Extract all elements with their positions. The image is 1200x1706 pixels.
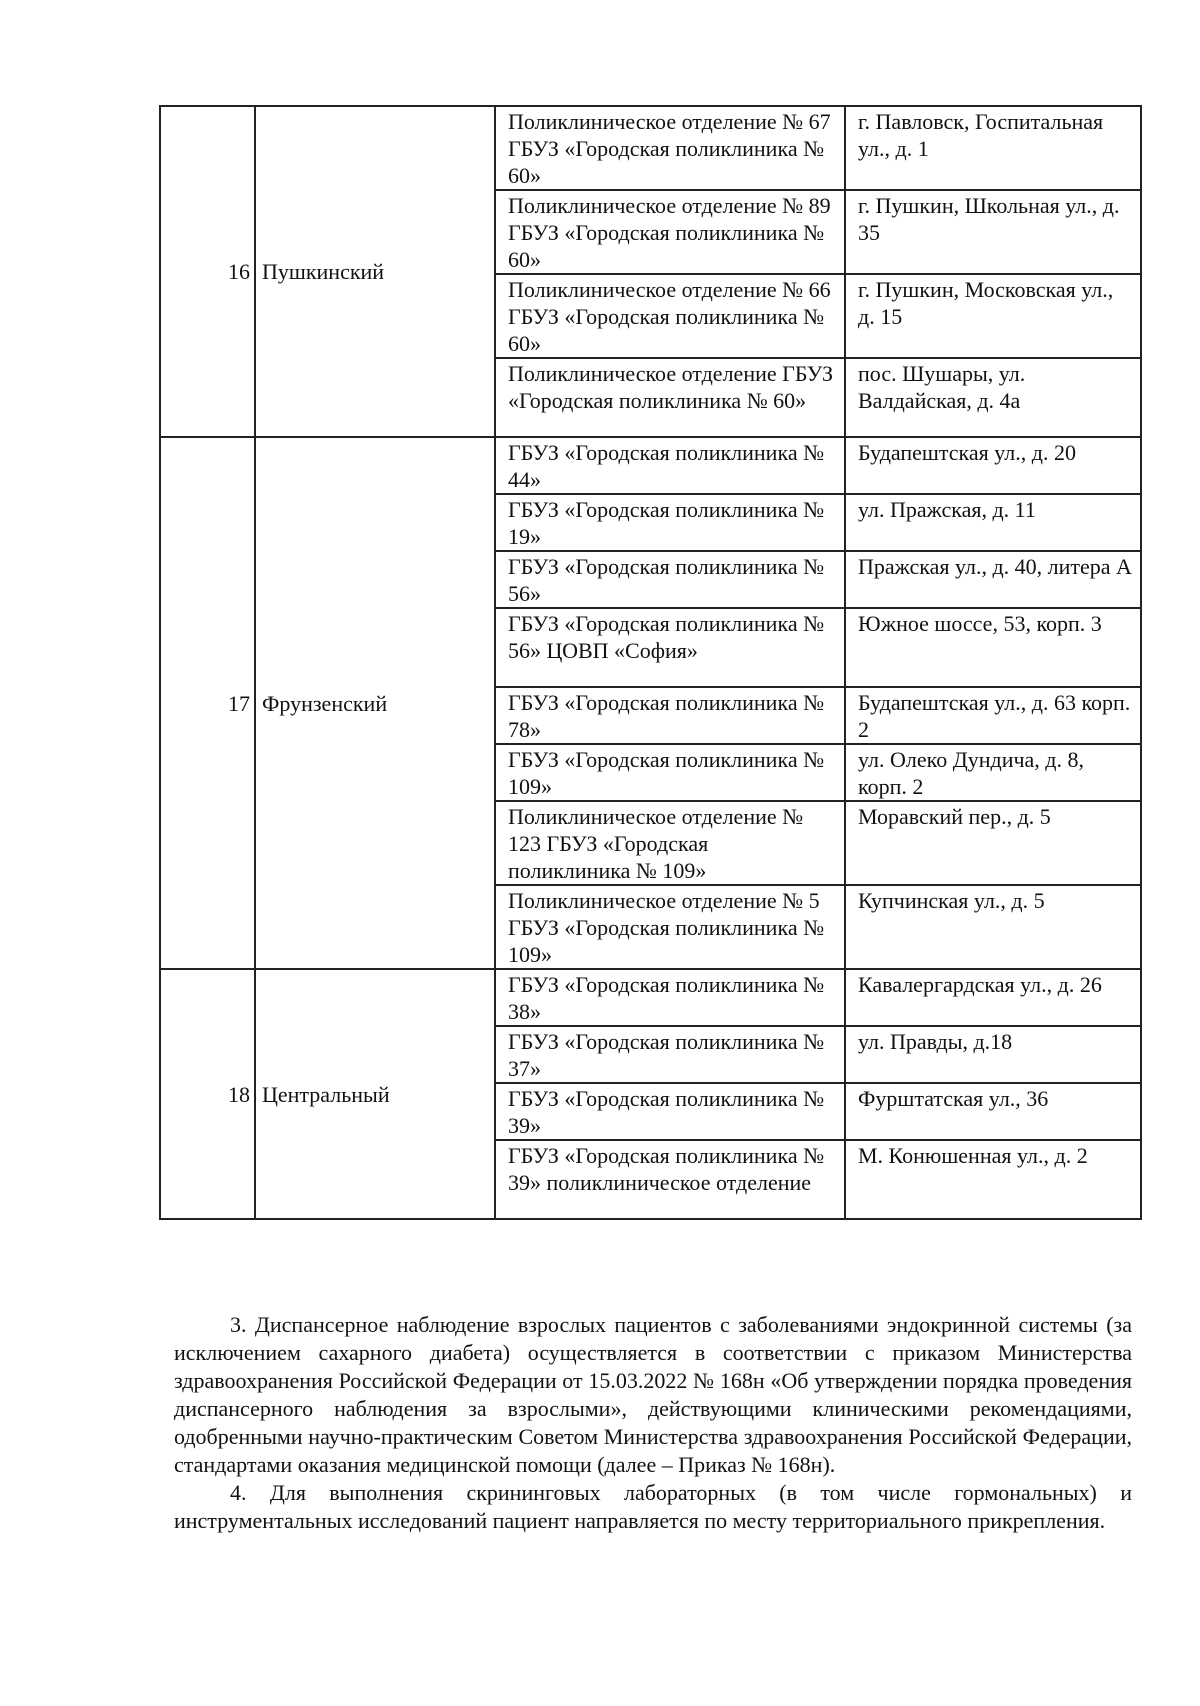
clinic-address: Моравский пер., д. 5 [845,801,1141,885]
clinic-name: Поликлиническое отделение № 89 ГБУЗ «Городская поликлиника № 60» [495,190,845,274]
clinic-address: пос. Шушары, ул. Валдайская, д. 4а [845,358,1141,437]
clinic-name: ГБУЗ «Городская поликлиника № 39» [495,1083,845,1140]
clinic-address: ул. Правды, д.18 [845,1026,1141,1083]
paragraph-4: 4. Для выполнения скрининговых лабораторных (в том числе гормональных) и инструментальных исследований пациент направляется по месту территориального прикрепления. [174,1480,1132,1533]
clinic-name: ГБУЗ «Городская поликлиника № 38» [495,969,845,1026]
clinic-name: ГБУЗ «Городская поликлиника № 39» поликлиническое отделение [495,1140,845,1219]
clinic-name: ГБУЗ «Городская поликлиника № 19» [495,494,845,551]
clinic-address: М. Конюшенная ул., д. 2 [845,1140,1141,1219]
clinic-address: г. Пушкин, Московская ул., д. 15 [845,274,1141,358]
clinic-name: Поликлиническое отделение № 66 ГБУЗ «Городская поликлиника № 60» [495,274,845,358]
clinic-address: Будапештская ул., д. 63 корп. 2 [845,687,1141,744]
clinic-address: Купчинская ул., д. 5 [845,885,1141,969]
table-row [160,437,1141,494]
clinic-name: ГБУЗ «Городская поликлиника № 78» [495,687,845,744]
row-number: 18 [160,969,255,1219]
clinic-name: Поликлиническое отделение № 5 ГБУЗ «Городская поликлиника № 109» [495,885,845,969]
clinic-table [159,105,1142,1220]
body-text [174,1311,1132,1535]
clinic-address: ул. Олеко Дундича, д. 8, корп. 2 [845,744,1141,801]
paragraph-3: 3. Диспансерное наблюдение взрослых пациентов с заболеваниями эндокринной системы (за исключением сахарного диабета) осуществляется в соответствии с приказом Министерства здравоохранения Российской Федерации от 15.03.2022 № 168н «Об утверждении порядка проведения диспансерного наблюдения за взрослыми», действующими клиническими рекомендациями, одобренными научно-практическим Советом Министерства здравоохранения Российской Федерации, стандартами оказания медицинской помощи (далее – Приказ № 168н). [174,1312,1132,1477]
clinic-address: Кавалергардская ул., д. 26 [845,969,1141,1026]
clinic-address: Будапештская ул., д. 20 [845,437,1141,494]
district-name: Центральный [255,969,495,1219]
clinic-address: Фурштатская ул., 36 [845,1083,1141,1140]
district-name: Пушкинский [255,106,495,437]
clinic-address: Пражская ул., д. 40, литера А [845,551,1141,608]
clinic-name: Поликлиническое отделение № 123 ГБУЗ «Городская поликлиника № 109» [495,801,845,885]
clinic-name: Поликлиническое отделение ГБУЗ «Городская поликлиника № 60» [495,358,845,437]
clinic-name: ГБУЗ «Городская поликлиника № 37» [495,1026,845,1083]
row-number: 16 [160,106,255,437]
clinic-address: г. Павловск, Госпитальная ул., д. 1 [845,106,1141,190]
clinic-address: г. Пушкин, Школьная ул., д. 35 [845,190,1141,274]
clinic-name: Поликлиническое отделение № 67 ГБУЗ «Городская поликлиника № 60» [495,106,845,190]
clinic-name: ГБУЗ «Городская поликлиника № 44» [495,437,845,494]
clinic-address: Южное шоссе, 53, корп. 3 [845,608,1141,687]
clinic-name: ГБУЗ «Городская поликлиника № 109» [495,744,845,801]
clinic-name: ГБУЗ «Городская поликлиника № 56» ЦОВП «София» [495,608,845,687]
table-row [160,969,1141,1026]
district-name: Фрунзенский [255,437,495,969]
row-number: 17 [160,437,255,969]
table-row [160,106,1141,190]
clinic-name: ГБУЗ «Городская поликлиника № 56» [495,551,845,608]
clinic-address: ул. Пражская, д. 11 [845,494,1141,551]
